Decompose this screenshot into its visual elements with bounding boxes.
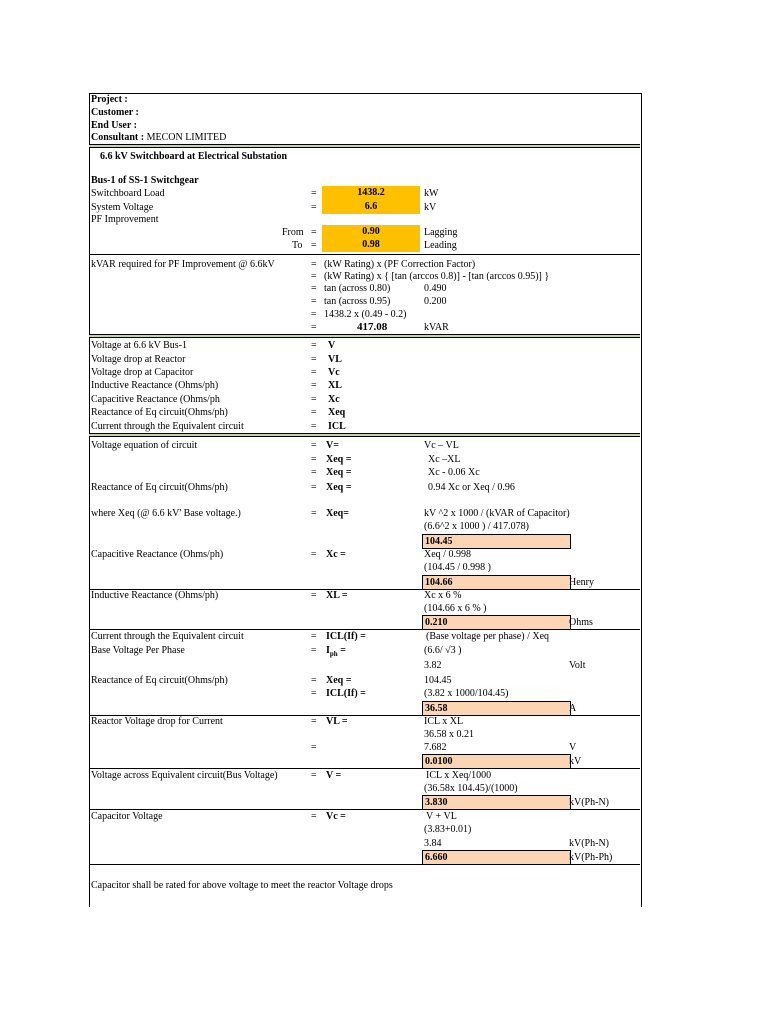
symbol-name: VL: [328, 354, 342, 365]
to-value: 0.98: [322, 238, 420, 252]
equals-sign: =: [311, 742, 317, 753]
symbol-label: Voltage drop at Capacitor: [91, 367, 194, 378]
equals-sign: =: [311, 367, 317, 378]
eq-value: (104.45 / 0.998 ): [424, 562, 491, 573]
row-divider: [89, 809, 640, 810]
separator: [89, 334, 640, 338]
equals-sign: =: [311, 549, 317, 560]
eq-value: Xeq / 0.998: [424, 549, 471, 560]
kvar-tan-1: tan (across 0.80): [324, 283, 391, 294]
equals-sign: =: [311, 645, 317, 656]
eq-value: (3.83+0.01): [424, 824, 472, 835]
load-value: 1438.2: [322, 186, 420, 200]
voltage-unit: kV: [424, 202, 437, 213]
vc-label: Capacitor Voltage: [91, 811, 163, 822]
icl-result: 36.58: [422, 701, 571, 716]
xl-result: 0.210: [422, 615, 571, 630]
xc-result: 104.66: [422, 575, 571, 590]
eq-symbol: VL =: [326, 716, 348, 727]
equals-sign: =: [311, 259, 317, 270]
iph-equals: =: [337, 645, 346, 656]
equals-sign: =: [311, 688, 317, 699]
symbol-label: Reactance of Eq circuit(Ohms/ph): [91, 407, 228, 418]
project-label: Project :: [91, 94, 128, 105]
vbus-unit: kV(Ph-N): [569, 797, 609, 808]
base-voltage-label: Base Voltage Per Phase: [91, 645, 185, 656]
kvar-tan-1-value: 0.490: [424, 283, 447, 294]
eq-value: (36.58x 104.45)/(1000): [424, 783, 518, 794]
equals-sign: =: [311, 631, 317, 642]
customer-label: Customer :: [91, 107, 139, 118]
eq-value: kV ^2 x 1000 / (kVAR of Capacitor): [424, 508, 570, 519]
eq-value: Vc – VL: [424, 440, 459, 451]
equals-sign: =: [311, 340, 317, 351]
vc-result: 6.660: [422, 850, 571, 865]
footer-note: Capacitor shall be rated for above voltage to meet the reactor Voltage drops: [91, 880, 393, 891]
equals-sign: =: [311, 454, 317, 465]
eq-symbol: Xeq =: [326, 467, 352, 478]
vc-unit: kV(Ph-Ph): [569, 852, 613, 863]
eq-label: Voltage equation of circuit: [91, 440, 198, 451]
equals-sign: =: [311, 440, 317, 451]
equals-sign: =: [311, 482, 317, 493]
kvar-result-unit: kVAR: [424, 322, 449, 333]
eq-base-label: where Xeq (@ 6.6 kV' Base voltage.): [91, 508, 241, 519]
to-label: To: [292, 240, 303, 251]
xeq-label: Reactance of Eq circuit(Ohms/ph): [91, 675, 228, 686]
symbol-label: Current through the Equivalent circuit: [91, 421, 244, 432]
calculation-sheet: [89, 93, 642, 907]
from-label: From: [282, 227, 304, 238]
kvar-formula-2: (kW Rating) x { [tan (arccos 0.8)] - [tan (arccos 0.95)] }: [324, 271, 550, 282]
icl-unit: A: [569, 703, 577, 714]
section-title: 6.6 kV Switchboard at Electrical Substation: [100, 151, 288, 162]
equals-sign: =: [311, 508, 317, 519]
eq-symbol: Xeq =: [326, 454, 352, 465]
kvar-formula-5: 1438.2 x (0.49 - 0.2): [324, 309, 407, 320]
eq-symbol: Vc =: [326, 811, 346, 822]
kvar-tan-2-value: 0.200: [424, 296, 447, 307]
symbol-label: Capacitive Reactance (Ohms/ph: [91, 394, 220, 405]
eq-symbol: Xeq =: [326, 482, 352, 493]
eq-symbol: ICL(If) =: [326, 631, 366, 642]
equals-sign: =: [311, 716, 317, 727]
equals-sign: =: [311, 467, 317, 478]
eq-value: (3.82 x 1000/104.45): [424, 688, 509, 699]
eq-value: 7.682: [424, 742, 447, 753]
eq-value: 3.84: [424, 838, 442, 849]
from-value: 0.90: [322, 225, 420, 239]
eq-value: Xc - 0.06 Xc: [428, 467, 480, 478]
equals-sign: =: [311, 380, 317, 391]
eq-value: (6.6^2 x 1000 ) / 417.078): [424, 521, 529, 532]
icl-label: Current through the Equivalent circuit: [91, 631, 244, 642]
xc-label: Capacitive Reactance (Ohms/ph): [91, 549, 224, 560]
row-divider: [89, 864, 640, 865]
kvar-tan-2: tan (across 0.95): [324, 296, 391, 307]
row-divider: [89, 629, 640, 630]
kvar-formula-1: (kW Rating) x (PF Correction Factor): [324, 259, 476, 270]
equals-sign: =: [311, 227, 317, 238]
vl-unit: kV: [569, 756, 582, 767]
iph-main: I: [326, 645, 330, 656]
symbol-label: Inductive Reactance (Ohms/ph): [91, 380, 219, 391]
volt-unit: Volt: [569, 660, 586, 671]
symbol-name: V: [328, 340, 336, 351]
eq-value: ICL x XL: [424, 716, 464, 727]
symbol-name: ICL: [328, 421, 346, 432]
equals-sign: =: [311, 271, 317, 282]
eq-reactance-label: Reactance of Eq circuit(Ohms/ph): [91, 482, 228, 493]
equals-sign: =: [311, 394, 317, 405]
eq-symbol: Xc =: [326, 549, 346, 560]
eq-value: 3.82: [424, 660, 442, 671]
vl-label: Reactor Voltage drop for Current: [91, 716, 223, 727]
pf-label: PF Improvement: [91, 214, 159, 225]
equals-sign: =: [311, 240, 317, 251]
eq-symbol: XL =: [326, 590, 348, 601]
kvar-result: 417.08: [357, 321, 388, 333]
consultant-row: [91, 132, 226, 144]
xl-unit: Ohms: [569, 617, 593, 628]
equals-sign: =: [311, 283, 317, 294]
eq-symbol: Xeq=: [326, 508, 349, 519]
symbol-name: Xc: [328, 394, 340, 405]
symbol-label: Voltage at 6.6 kV Bus-1: [91, 340, 188, 351]
xeq-result: 104.45: [422, 534, 571, 549]
eq-symbol: ICL(If) =: [326, 688, 366, 699]
equals-sign: =: [311, 188, 317, 199]
eq-value: Xc x 6 %: [424, 590, 462, 601]
xc-unit: Henry: [569, 577, 594, 588]
end-user-label: End User :: [91, 120, 137, 131]
v-unit: V: [569, 742, 577, 753]
separator: [89, 144, 640, 148]
eq-value: 0.94 Xc or Xeq / 0.96: [428, 482, 515, 493]
vc-phn-unit: kV(Ph-N): [569, 838, 609, 849]
symbol-label: Voltage drop at Reactor: [91, 354, 186, 365]
equals-sign: =: [311, 354, 317, 365]
vbus-label: Voltage across Equivalent circuit(Bus Voltage): [91, 770, 278, 781]
equals-sign: =: [311, 202, 317, 213]
eq-symbol: V =: [326, 770, 342, 781]
eq-value: 36.58 x 0.21: [424, 729, 474, 740]
eq-symbol: V=: [326, 440, 339, 451]
equals-sign: =: [311, 421, 317, 432]
equals-sign: =: [311, 309, 317, 320]
eq-value: ICL x Xeq/1000: [426, 770, 492, 781]
separator: [89, 433, 640, 437]
eq-value: 104.45: [424, 675, 452, 686]
load-label: Switchboard Load: [91, 188, 165, 199]
iph-subscript: ph: [329, 650, 338, 658]
voltage-value: 6.6: [322, 200, 420, 214]
equals-sign: =: [311, 811, 317, 822]
eq-value: Xc –XL: [428, 454, 461, 465]
kvar-label: kVAR required for PF Improvement @ 6.6kV: [91, 259, 275, 270]
bus-title: Bus-1 of SS-1 Switchgear: [91, 175, 199, 186]
equals-sign: =: [311, 770, 317, 781]
eq-value: (Base voltage per phase) / Xeq: [426, 631, 550, 642]
eq-value: (6.6/ √3 ): [424, 645, 462, 656]
from-unit: Lagging: [424, 227, 458, 238]
equals-sign: =: [311, 590, 317, 601]
vl-result: 0.0100: [422, 754, 571, 769]
to-unit: Leading: [424, 240, 457, 251]
row-divider: [89, 768, 640, 769]
xl-label: Inductive Reactance (Ohms/ph): [91, 590, 219, 601]
eq-value: (104.66 x 6 % ): [424, 603, 487, 614]
row-divider: [89, 254, 640, 255]
consultant-value: MECON LIMITED: [146, 132, 227, 143]
equals-sign: =: [311, 675, 317, 686]
equals-sign: =: [311, 296, 317, 307]
symbol-name: Xeq: [328, 407, 346, 418]
consultant-label: Consultant :: [91, 132, 145, 143]
symbol-name: Vc: [328, 367, 340, 378]
load-unit: kW: [424, 188, 439, 199]
eq-symbol: Xeq =: [326, 675, 352, 686]
equals-sign: =: [311, 407, 317, 418]
vbus-result: 3.830: [422, 795, 571, 810]
symbol-name: XL: [328, 380, 342, 391]
iph-symbol: [326, 645, 346, 660]
equals-sign: =: [311, 322, 317, 333]
voltage-label: System Voltage: [91, 202, 154, 213]
eq-value: V + VL: [426, 811, 457, 822]
